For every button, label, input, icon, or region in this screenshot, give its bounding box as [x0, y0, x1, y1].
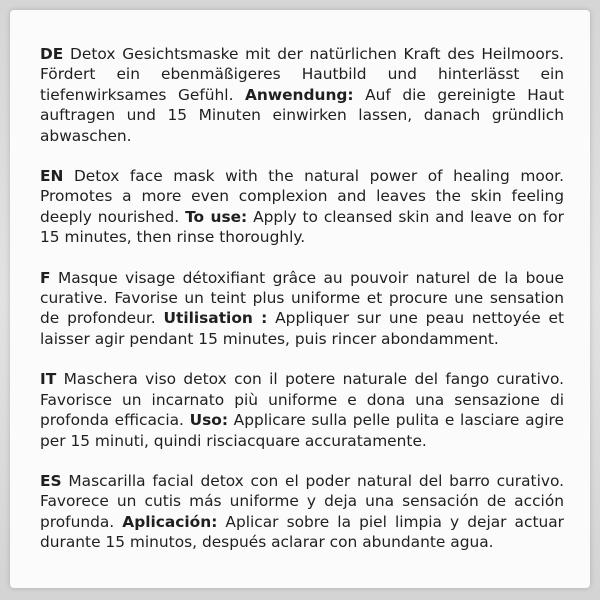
usage-label: Uso:: [189, 411, 229, 430]
usage-text: Aplicar sobre la piel limpia y dejar actuar durante 15 minutos, después aclarar con abundante agua.: [40, 512, 565, 552]
language-code: EN: [40, 167, 64, 186]
language-code: IT: [40, 370, 57, 389]
language-code: DE: [40, 45, 64, 63]
section-en: [40, 166, 564, 248]
section-es: [40, 471, 564, 553]
section-fr: [40, 268, 564, 350]
usage-label: Utilisation :: [163, 309, 268, 328]
usage-label: Anwendung:: [245, 85, 354, 104]
section-intro: Maschera viso detox con il potere naturale del fango curativo. Favorisce un incarnato più uniforme e dona una sensazione di profonda efficacia.: [40, 370, 564, 430]
usage-text: Auf die gereinigte Haut auftragen und 15 Minuten einwirken lassen, danach gründlich abwaschen.: [40, 85, 564, 145]
usage-label: To use:: [185, 207, 248, 226]
section-intro: Detox Gesichtsmaske mit der natürlichen Kraft des Heilmoors. Fördert ein ebenmäßigeres Hautbild und hinterlässt ein tiefenwirksames Gefühl.: [40, 45, 564, 104]
section-intro: Detox face mask with the natural power of healing moor. Promotes a more even complexion and leaves the skin feeling deeply nourished.: [40, 167, 564, 226]
language-code: F: [40, 268, 51, 287]
language-code: ES: [40, 471, 62, 490]
section-intro: Masque visage détoxifiant grâce au pouvoir naturel de la boue curative. Favorise un teint plus uniforme et procure une sensation de profondeur.: [40, 268, 564, 328]
usage-label: Aplicación:: [122, 512, 218, 531]
usage-text: Applicare sulla pelle pulita e lasciare agire per 15 minuti, quindi risciacquare accuratamente.: [40, 411, 565, 450]
section-intro: Mascarilla facial detox con el poder natural del barro curativo. Favorece un cutis más uniforme y deja una sensación de acción profunda.: [40, 471, 564, 531]
label-panel: [10, 10, 590, 588]
usage-text: Appliquer sur une peau nettoyée et laisser agir pendant 15 minutes, puis rincer abondamment.: [40, 309, 564, 348]
section-it: [40, 369, 564, 451]
section-de: [40, 44, 564, 146]
usage-text: Apply to cleansed skin and leave on for 15 minutes, then rinse thoroughly.: [40, 207, 564, 247]
